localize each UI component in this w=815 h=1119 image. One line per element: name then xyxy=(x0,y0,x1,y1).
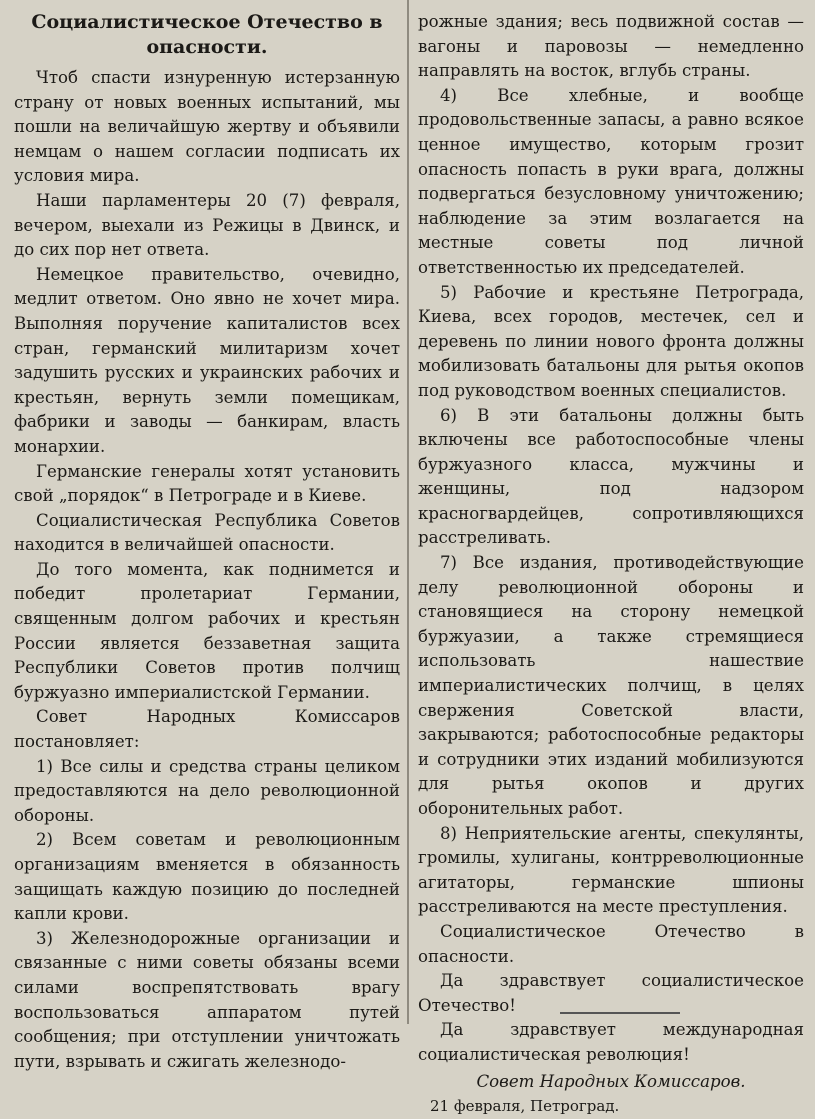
slogan: Социалистическое Отечество в опасности. xyxy=(418,921,804,966)
paragraph: Немецкое правительство, очевидно, медлит ответом. Оно явно не хочет мира. Выполняя поручение капиталистов всех стран, германский милитаризм хочет задушить русских и украинских рабочих и крестьян, вернуть земли помещикам, фабрики и заводы — банкирам, власть монархии. xyxy=(14,264,400,456)
decree-point: 2) Всем советам и революционным организациям вменяется в обязанность защищать каждую позицию до последней капли крови. xyxy=(14,830,400,924)
slogan: Да здравствует социалистическое Отечество! xyxy=(418,971,804,1015)
slogan: Да здравствует международная социалистическая революция! xyxy=(418,1020,804,1064)
paragraph: Социалистическая Республика Советов находится в величайшей опасности. xyxy=(14,510,400,555)
paragraph: Германские генералы хотят установить свой „порядок“ в Петрограде и в Киеве. xyxy=(14,461,400,506)
decree-point: 6) В эти батальоны должны быть включены все работоспособные члены буржуазного класса, мужчины и женщины, под надзором красногвардейцев, сопротивляющихся расстреливать. xyxy=(418,405,804,548)
paragraph: Совет Народных Комиссаров постановляет: xyxy=(14,707,400,752)
decree-point: 3) Железнодорожные организации и связанные с ними советы обязаны всеми силами воспрепятствовать врагу воспользоваться аппаратом путей сообщения; при отступлении уничтожать пути, взрывать и сжигать железнодо- xyxy=(14,928,400,1071)
paragraph: Чтоб спасти изнуренную истерзанную страну от новых военных испытаний, мы пошли на величайшую жертву и объявили немцам о нашем согласии подписать их условия мира. xyxy=(14,68,400,186)
closing-rule xyxy=(560,1012,680,1014)
paragraph-continuation: рожные здания; весь подвижной состав — вагоны и паровозы — немедленно направлять на восток, вглубь страны. xyxy=(418,12,804,81)
column-divider xyxy=(407,0,409,1024)
article-title: Социалистическое Отечество в опасности. xyxy=(31,11,383,58)
decree-point: 5) Рабочие и крестьяне Петрограда, Киева, всех городов, местечек, сел и деревень по линии нового фронта должны мобилизовать батальоны для рытья окопов под руководством военных специалистов. xyxy=(418,282,804,400)
paragraph: Наши парламентеры 20 (7) февраля, вечером, выехали из Режицы в Двинск, и до сих пор нет ответа. xyxy=(14,190,400,260)
decree-point: 7) Все издания, противодействующие делу революционной обороны и становящиеся на сторону немецкой буржуазии, а также стремящиеся использовать нашествие империалистических полчищ, в целях свержения Советской власти, закрываются; работоспособные редакторы и сотрудники этих изданий мобилизуются для рытья окопов и других оборонительных работ. xyxy=(418,553,804,818)
date-line: 21 февраля, Петроград. xyxy=(430,1097,620,1116)
decree-point: 8) Неприятельские агенты, спекулянты, громилы, хулиганы, контрреволюционные агитаторы, германские шпионы расстреливаются на месте преступления. xyxy=(418,823,804,917)
decree-point: 1) Все силы и средства страны целиком предоставляются на дело революционной обороны. xyxy=(14,756,400,825)
right-column xyxy=(418,10,804,1119)
left-column xyxy=(14,10,400,1074)
signature: Совет Народных Комиссаров. xyxy=(476,1071,746,1091)
decree-point: 4) Все хлебные, и вообще продовольственные запасы, а равно всякое ценное имущество, которым грозит опасность попасть в руки врага, должны подвергаться безусловному уничтожению; наблюдение за этим возлагается на местные советы под личной ответственностью их председателей. xyxy=(418,85,804,277)
paragraph: До того момента, как поднимется и победит пролетариат Германии, священным долгом рабочих и крестьян России является беззаветная защита Республики Советов против полчищ буржуазно империалистской Германии. xyxy=(14,559,400,702)
